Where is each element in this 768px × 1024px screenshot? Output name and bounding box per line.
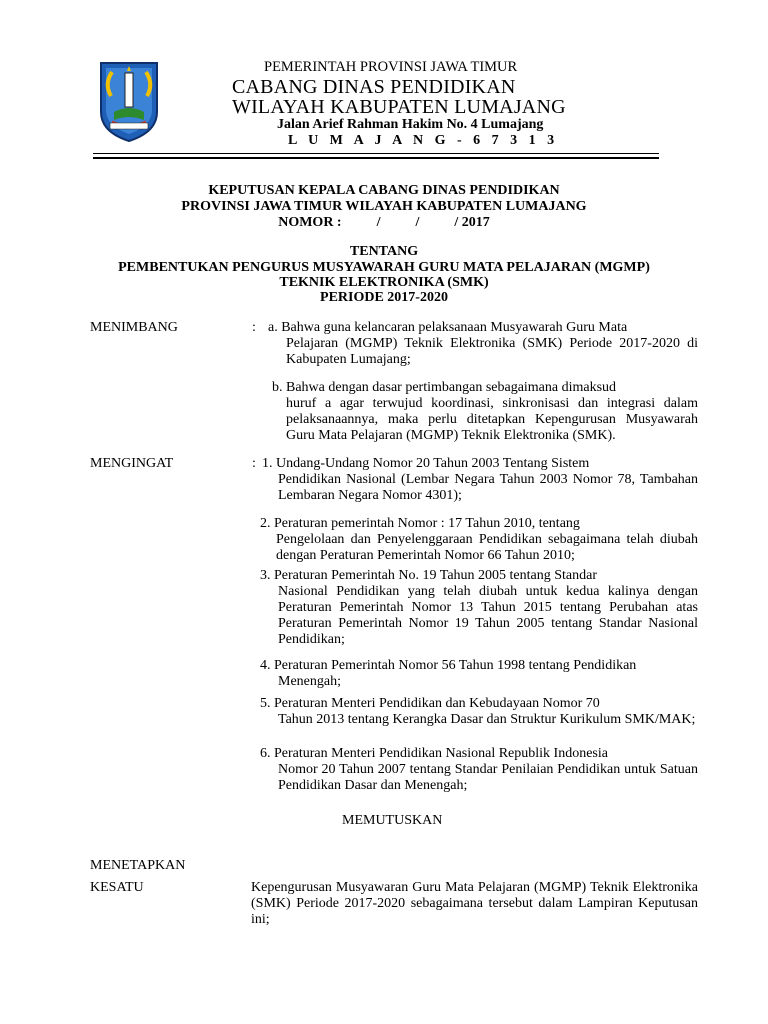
- about-line-1: PEMBENTUKAN PENGURUS MUSYAWARAH GURU MATA PELAJARAN (MGMP): [118, 260, 650, 275]
- menetapkan-label: MENETAPKAN: [90, 858, 186, 873]
- mengingat-colon: :: [252, 456, 256, 471]
- menimbang-label: MENIMBANG: [90, 320, 178, 335]
- kesatu-text: Kepengurusan Musyawaran Guru Mata Pelajaran (MGMP) Teknik Elektronika (SMK) Periode 2017-2020 sebagaimana tersebut dalam Lampiran Keputusan ini;: [251, 880, 698, 927]
- memutuskan-heading: MEMUTUSKAN: [342, 813, 443, 828]
- decree-number: NOMOR : / / / 2017: [278, 215, 490, 230]
- mengingat-item-5-text: Tahun 2013 tentang Kerangka Dasar dan Struktur Kurikulum SMK/MAK;: [278, 712, 696, 727]
- mengingat-item-5-first: 5. Peraturan Menteri Pendidikan dan Kebudayaan Nomor 70: [260, 696, 600, 711]
- menimbang-b-first-line: b. Bahwa dengan dasar pertimbangan sebagaimana dimaksud: [272, 380, 617, 395]
- mengingat-item-1-first: 1. Undang-Undang Nomor 20 Tahun 2003 Tentang Sistem: [262, 456, 590, 471]
- decree-title: KEPUTUSAN KEPALA CABANG DINAS PENDIDIKAN: [208, 183, 560, 198]
- mengingat-item-2-first: 2. Peraturan pemerintah Nomor : 17 Tahun 2010, tentang: [260, 516, 580, 531]
- mengingat-item-6-text: Nomor 20 Tahun 2007 tentang Standar Penilaian Pendidikan untuk Satuan Pendidikan Dasar dan Menengah;: [278, 762, 698, 793]
- mengingat-item-4-first: 4. Peraturan Pemerintah Nomor 56 Tahun 1998 tentang Pendidikan: [260, 658, 637, 673]
- letterhead-government: PEMERINTAH PROVINSI JAWA TIMUR: [264, 59, 518, 75]
- mengingat-item-3-first: 3. Peraturan Pemerintah No. 19 Tahun 2005 tentang Standar: [260, 568, 598, 583]
- letterhead-city: L U M A J A N G - 6 7 3 1 3: [288, 133, 559, 148]
- east-java-crest-logo: [98, 60, 160, 144]
- mengingat-item-6-first: 6. Peraturan Menteri Pendidikan Nasional Republik Indonesia: [260, 746, 608, 761]
- letterhead-rule-thin: [93, 153, 659, 154]
- mengingat-item-4-text: Menengah;: [278, 674, 341, 689]
- about-label: TENTANG: [349, 244, 419, 259]
- letterhead-office: CABANG DINAS PENDIDIKAN: [232, 76, 516, 98]
- kesatu-label: KESATU: [90, 880, 144, 895]
- menimbang-a-first-line: a. Bahwa guna kelancaran pelaksanaan Musyawarah Guru Mata: [268, 320, 628, 335]
- letterhead-region: WILAYAH KABUPATEN LUMAJANG: [232, 96, 566, 118]
- menimbang-a-text: Pelajaran (MGMP) Teknik Elektronika (SMK) Periode 2017-2020 di Kabupaten Lumajang;: [286, 336, 698, 367]
- mengingat-label: MENGINGAT: [90, 456, 174, 471]
- mengingat-item-3-text: Nasional Pendidikan yang telah diubah untuk kedua kalinya dengan Peraturan Pemerintah Nomor 13 Tahun 2015 tentang Perubahan atas Peraturan Pemerintah Nomor 19 Tahun 2005 tentang Standar Nasional Pendidikan;: [278, 584, 698, 647]
- mengingat-item-1-text: Pendidikan Nasional (Lembar Negara Tahun 2003 Nomor 78, Tambahan Lembaran Negara Nomor 4301);: [278, 472, 698, 503]
- mengingat-item-2-text: Pengelolaan dan Penyelenggaraan Pendidikan sebagaimana telah diubah dengan Peraturan Pemerintah Nomor 66 Tahun 2010;: [276, 532, 698, 563]
- menimbang-colon: :: [252, 320, 256, 335]
- about-line-2: TEKNIK ELEKTRONIKA (SMK): [279, 275, 489, 290]
- about-period: PERIODE 2017-2020: [320, 290, 448, 305]
- letterhead-address: Jalan Arief Rahman Hakim No. 4 Lumajang: [277, 117, 544, 132]
- menimbang-b-text: huruf a agar terwujud koordinasi, sinkronisasi dan integrasi dalam pelaksanaannya, maka perlu ditetapkan Kepengurusan Musyawarah Guru Mata Pelajaran (MGMP) Teknik Elektronika (SMK).: [286, 396, 698, 443]
- decree-title-province: PROVINSI JAWA TIMUR WILAYAH KABUPATEN LUMAJANG: [181, 199, 587, 214]
- letterhead-rule-thick: [93, 157, 659, 159]
